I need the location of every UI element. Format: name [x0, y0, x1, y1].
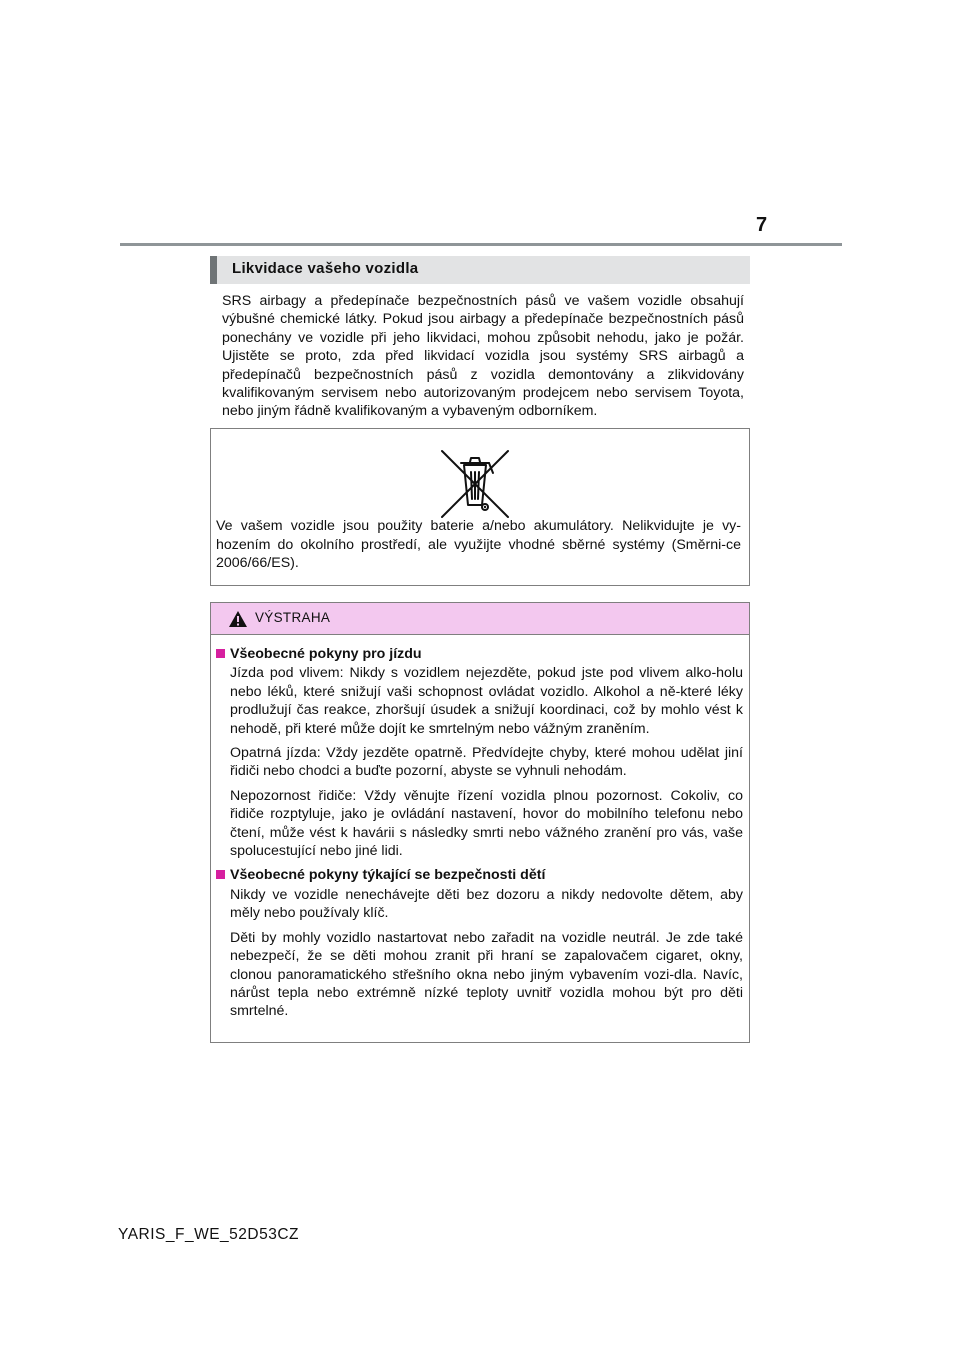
warning-subheading-text: Všeobecné pokyny týkající se bezpečnosti dětí: [230, 867, 546, 884]
crossed-out-wheelie-bin-icon: [437, 449, 513, 519]
header-rule: [120, 243, 842, 246]
footer-document-code: YARIS_F_WE_52D53CZ: [118, 1226, 299, 1243]
warning-subheading-driving: [216, 645, 743, 663]
warning-subheading-child-safety: [216, 866, 743, 884]
warning-paragraph: Opatrná jízda: Vždy jezděte opatrně. Předvídejte chyby, které mohou udělat jiní řidiči nebo chodci a buďte pozorní, abyste se vyhnuli nehodám.: [230, 745, 743, 780]
bullet-square-icon: [216, 870, 225, 879]
warning-content: [216, 645, 743, 1027]
warning-paragraph: Jízda pod vlivem: Nikdy s vozidlem nejezděte, pokud jste pod vlivem alko-holu nebo léků, které snižují vaši schopnost ovládat vozidlo. Alkohol a ně-které léky prodlužují čas reakce, zhoršují úsudek a snižují koordinaci, což by mohlo vést k nehodě, při které může dojít ke smrtelným nebo vážným zraněním.: [230, 665, 743, 737]
warning-box: [210, 602, 750, 1043]
page-number: 7: [756, 214, 768, 236]
section-heading-text: Likvidace vašeho vozidla: [232, 260, 419, 277]
warning-paragraph: Nikdy ve vozidle nenechávejte děti bez dozoru a nikdy nedovolte dětem, aby měly nebo používaly klíč.: [230, 886, 743, 922]
battery-notice-box: [210, 428, 750, 586]
section-heading: [210, 256, 750, 284]
warning-title: VÝSTRAHA: [255, 610, 331, 625]
warning-paragraph: Děti by mohly vozidlo nastartovat nebo zařadit na vozidle neutrál. Je zde také nebezpečí, že se děti mohou zranit při hraní se zapalovačem cigaret, okny, clonou panoramatického střešního okna nebo jiným vybavením vozi-dla. Navíc, nárůst tepla nebo extrémně nízké teploty uvnitř vozidla mohou být pro děti smrtelné.: [230, 929, 743, 1020]
intro-paragraph: SRS airbagy a předepínače bezpečnostních pásů ve vašem vozidle obsahují výbušné chemické látky. Pokud jsou airbagy a předepínače bezpečnostních pásů ponechány ve vozidle při jeho likvidaci, mohou způsobit nehodu, jako je požár. Ujistěte se proto, zda před likvidací vozidla jsou systémy SRS airbagů a předepínačů bezpečnostních pásů z vozidla demontovány a zlikvidovány kvalifikovaným servisem nebo autorizovaným prodejcem nebo servisem Toyota, nebo jiným řádně kvalifikovaným a vybaveným odborníkem.: [222, 293, 744, 420]
warning-triangle-icon: [228, 610, 248, 628]
warning-header: [211, 603, 749, 635]
warning-paragraph: Nepozornost řidiče: Vždy věnujte řízení vozidla plnou pozornost. Cokoliv, co řidiče rozptyluje, jako je ovládání nastavení, hovor do mobilního telefonu nebo čtení, může vést k havárii s následky smrti nebo vážného zranění pro vás, vaše spolucestující nebo jiné lidi.: [230, 787, 743, 860]
battery-notice-text: Ve vašem vozidle jsou použity baterie a/nebo akumulátory. Nelikvidujte je vy-hozením do okolního prostředí, ale využijte vhodné sběrné systémy (Směrni-ce 2006/66/ES).: [216, 518, 741, 572]
bullet-square-icon: [216, 649, 225, 658]
warning-subheading-text: Všeobecné pokyny pro jízdu: [230, 646, 422, 662]
